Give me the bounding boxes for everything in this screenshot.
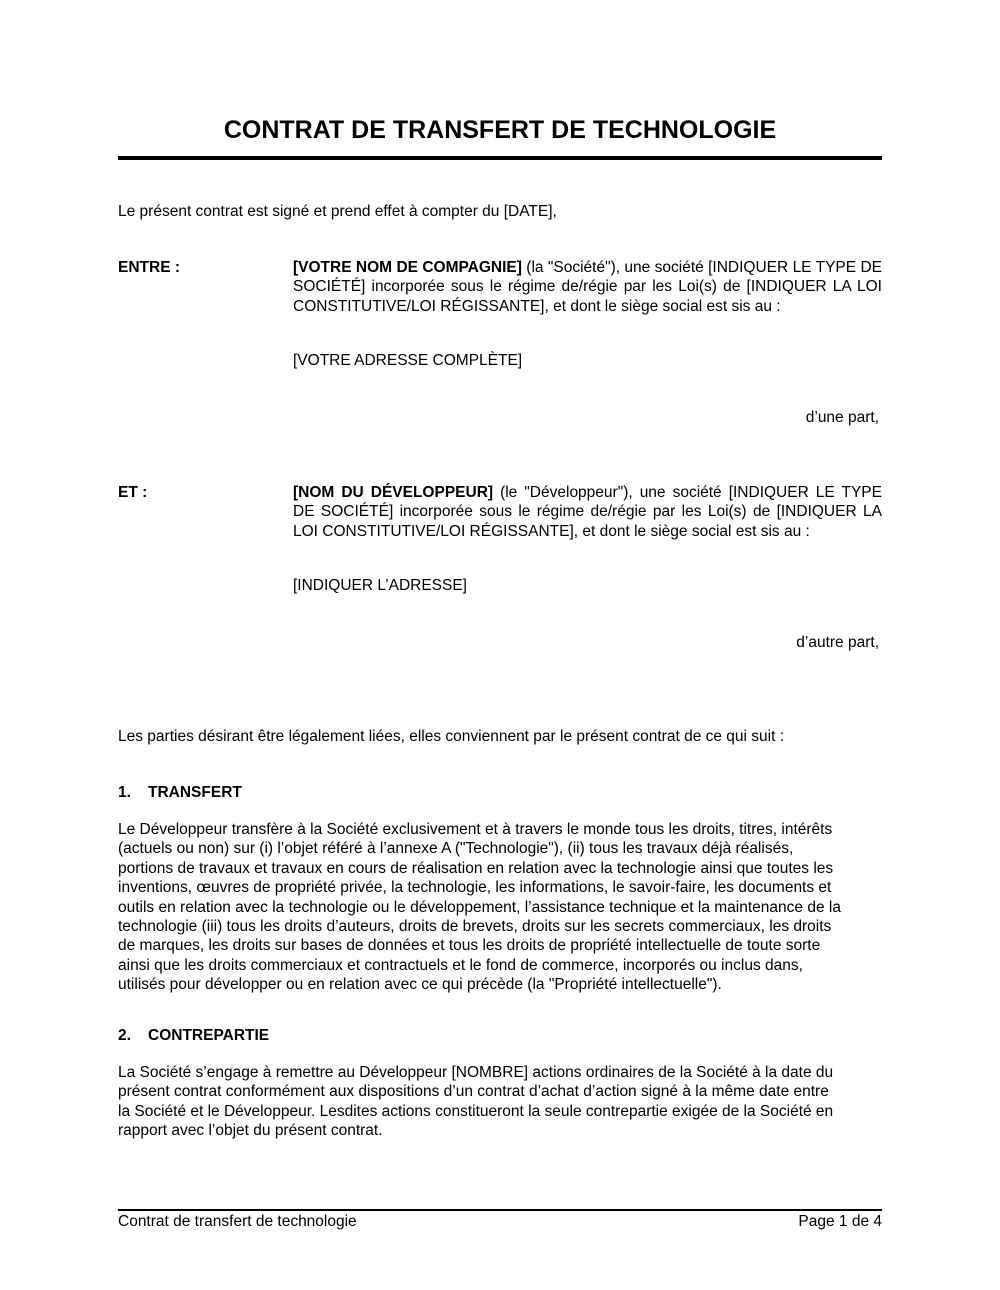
footer-divider <box>118 1209 882 1211</box>
paragraph-line: la Société et le Développeur. Lesdites actions constitueront la seule contrepartie exigée de la Société en <box>118 1102 834 1120</box>
section-body-transfert <box>118 820 882 995</box>
document-title: CONTRAT DE TRANSFERT DE TECHNOLOGIE <box>223 116 777 144</box>
footer-document-name: Contrat de transfert de technologie <box>118 1213 357 1230</box>
paragraph-line: technologie (iii) tous les droits d’auteurs, droits de brevets, droits sur les secrets commerciaux, les droits <box>118 918 832 936</box>
paragraph-line: inventions, œuvres de propriété privée, la technologie, les informations, le savoir-faire, les documents et <box>118 879 832 897</box>
party-description <box>293 483 882 541</box>
section-number: 2. <box>118 1027 131 1044</box>
party-details: (la "Société"), une société [INDIQUER LE TYPE DE SOCIÉTÉ] incorporée sous le régime de/régie par les Loi(s) de [INDIQUER LA LOI CONSTITUTIVE/LOI RÉGISSANTE], et dont le siège social est sis au : <box>293 259 882 315</box>
document-page <box>118 0 882 1290</box>
party-label: ET : <box>118 484 148 501</box>
paragraph-line: outils en relation avec la technologie ou le développement, l’assistance technique et la maintenance de la <box>118 898 841 916</box>
footer-page-number: Page 1 de 4 <box>798 1213 882 1230</box>
section-title: TRANSFERT <box>148 784 242 801</box>
section-heading-transfert <box>118 783 242 802</box>
title-divider <box>118 156 882 160</box>
paragraph-line: utilisés pour développer ou en relation avec ce qui précède (la "Propriété intellectuelle"). <box>118 976 722 994</box>
section-heading-contrepartie <box>118 1026 269 1045</box>
paragraph-line: présent contrat conformément aux dispositions d’un contrat d’achat d’action signé à la même date entre <box>118 1083 829 1101</box>
paragraph-line: Le Développeur transfère à la Société exclusivement et à travers le monde tous les droits, titres, intérêts <box>118 821 833 838</box>
party-address: [INDIQUER L’ADRESSE] <box>293 577 467 594</box>
paragraph-line: de marques, les droits sur bases de données et tous les droits de propriété intellectuelle de toute sorte <box>118 937 821 955</box>
paragraph-line: La Société s’engage à remettre au Développeur [NOMBRE] actions ordinaires de la Société à la date du <box>118 1064 834 1081</box>
paragraph-line: rapport avec l’objet du présent contrat. <box>118 1122 383 1140</box>
intro-paragraph: Le présent contrat est signé et prend effet à compter du [DATE], <box>118 203 557 220</box>
party-description <box>293 258 882 316</box>
party-details: (le "Développeur"), une société [INDIQUER LE TYPE DE SOCIÉTÉ] incorporée sous le régime de/régie par les Loi(s) de [INDIQUER LA LOI CONSTITUTIVE/LOI RÉGISSANTE], et dont le siège social est sis au : <box>293 484 882 540</box>
party-address: [VOTRE ADRESSE COMPLÈTE] <box>293 352 523 369</box>
paragraph-line: portions de travaux et travaux en cours de réalisation en relation avec la technologie ainsi que toutes les <box>118 859 834 877</box>
paragraph-line: ainsi que les droits commerciaux et contractuels et le fond de commerce, incorporés ou inclus dans, <box>118 956 803 974</box>
section-number: 1. <box>118 784 131 801</box>
party-name: [NOM DU DÉVELOPPEUR] <box>293 484 494 501</box>
party-label: ENTRE : <box>118 259 180 276</box>
agreement-paragraph: Les parties désirant être légalement liées, elles conviennent par le présent contrat de ce qui suit : <box>118 728 785 745</box>
party-name: [VOTRE NOM DE COMPAGNIE] <box>293 259 522 276</box>
section-title: CONTREPARTIE <box>148 1027 270 1044</box>
paragraph-line: (actuels ou non) sur (i) l’objet référé à l’annexe A ("Technologie"), (ii) tous les travaux déjà réalisés, <box>118 840 794 858</box>
section-body-contrepartie <box>118 1063 882 1141</box>
party-closing: d’autre part, <box>796 634 879 651</box>
party-closing: d’une part, <box>805 409 879 426</box>
